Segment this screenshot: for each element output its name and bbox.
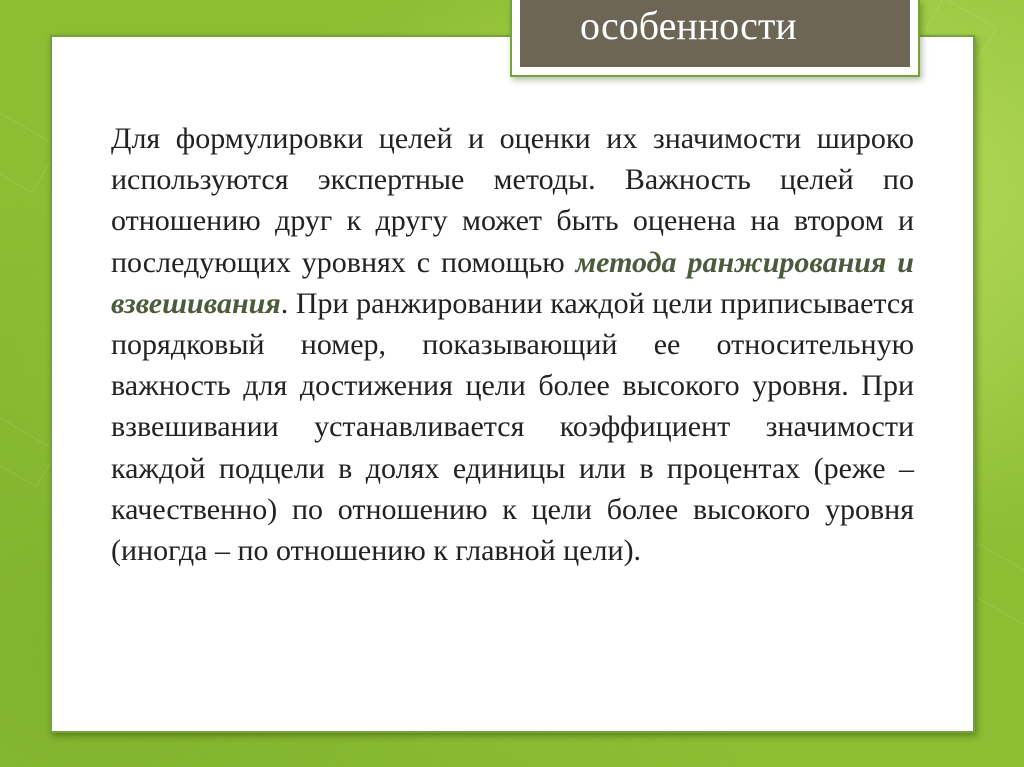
- body-paragraph: [111, 118, 914, 571]
- slide-title: особенности: [520, 0, 910, 67]
- title-box: [510, 0, 920, 77]
- emphasized-term: метода ранжирования и взвешивания: [111, 245, 914, 320]
- paragraph-text-start: Для формулировки целей и оценки их значимости широко используются экспертные методы. Важность целей по отношению друг к другу может быть оценена на втором и последующих уровнях с помощью: [111, 122, 914, 279]
- paragraph-text-end: . При ранжировании каждой цели приписывается порядковый номер, показывающий ее относительную важность для достижения цели более высокого уровня. При взвешивании устанавливается коэффициент значимости каждой подцели в долях единицы или в процентах (реже – качественно) по отношению к цели более высокого уровня (иногда – по отношению к главной цели).: [111, 286, 914, 568]
